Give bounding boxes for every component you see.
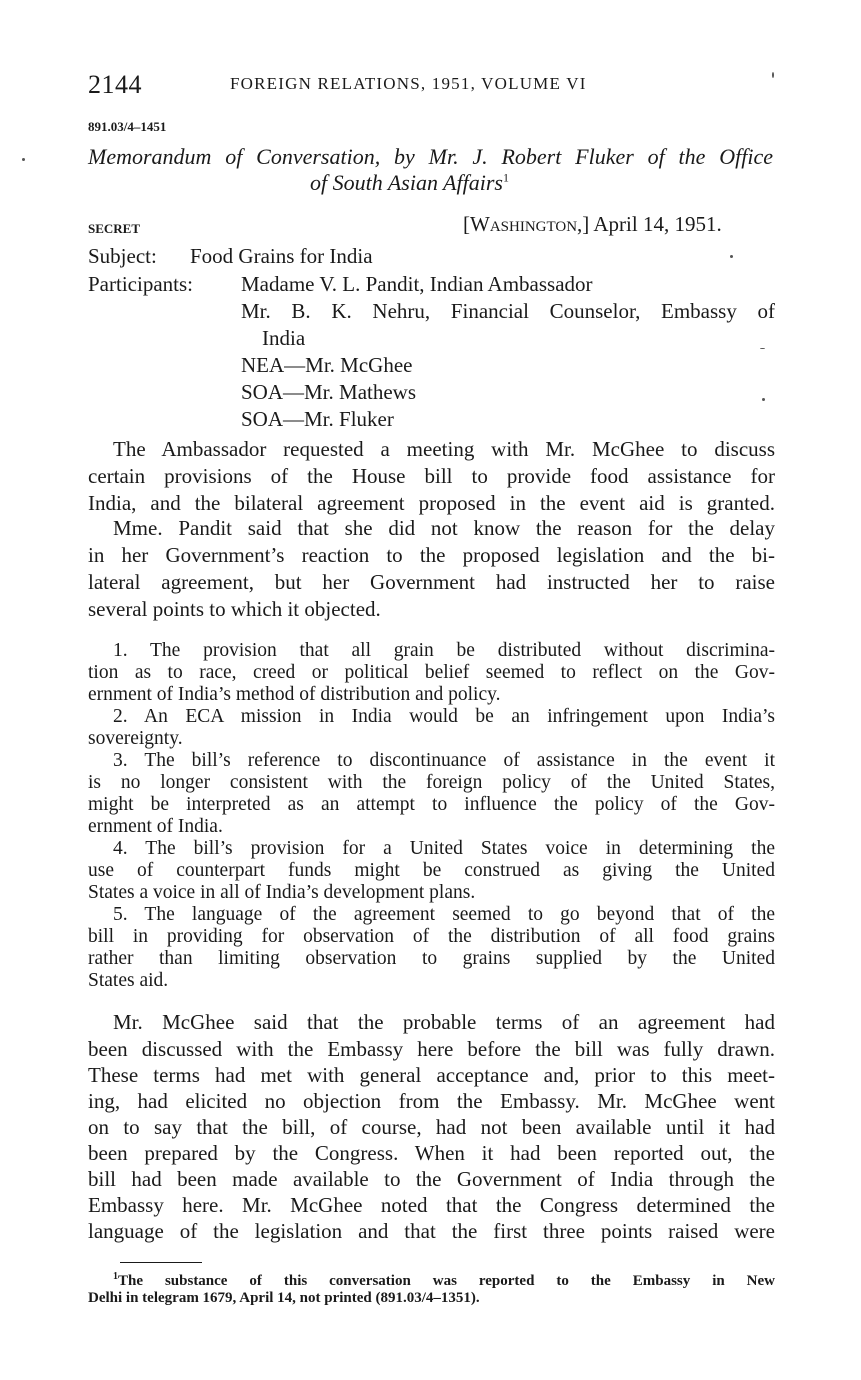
point-line: use of counterpart funds might be construed as giving the United [88, 860, 775, 881]
point-line: 4. The bill’s provision for a United States voice in determining the [113, 838, 775, 859]
participants-label: Participants: [88, 272, 193, 296]
point-line: 5. The language of the agreement seemed to go beyond that of the [113, 904, 775, 925]
para2-line: in her Government’s reaction to the proposed legislation and the bi- [88, 543, 775, 567]
point-line: might be interpreted as an attempt to influence the policy of the Gov- [88, 794, 775, 815]
doc-title-line2-text: of South Asian Affairs [310, 170, 503, 195]
participant-5: SOA—Mr. Fluker [241, 407, 394, 431]
point-line: ernment of India. [88, 816, 223, 837]
para3-line: been discussed with the Embassy here before the bill was fully drawn. [88, 1037, 775, 1061]
point-line: 1. The provision that all grain be distributed without discrimina- [113, 640, 775, 661]
footnote-ref: 1 [502, 170, 509, 185]
participant-1: Madame V. L. Pandit, Indian Ambassador [241, 272, 593, 296]
para2-line: several points to which it objected. [88, 597, 381, 621]
para3-line: on to say that the bill, of course, had not been available until it had [88, 1115, 775, 1139]
place-date [463, 212, 722, 237]
scan-speck [730, 255, 733, 258]
place-date-open: [ [463, 212, 470, 236]
scan-speck [760, 348, 765, 349]
point-line: rather than limiting observation to grains supplied by the United [88, 948, 775, 969]
para3-line: ing, had elicited no objection from the Embassy. Mr. McGhee went [88, 1089, 775, 1113]
point-line: 2. An ECA mission in India would be an infringement upon India’s [113, 706, 775, 727]
point-line: is no longer consistent with the foreign policy of the United States, [88, 772, 775, 793]
scan-speck [772, 72, 774, 78]
para2-line: Mme. Pandit said that she did not know the reason for the delay [113, 516, 775, 540]
place: Washington, [470, 212, 583, 236]
participant-2: Mr. B. K. Nehru, Financial Counselor, Embassy of [241, 299, 775, 323]
date: ] April 14, 1951. [582, 212, 722, 236]
para3-line: bill had been made available to the Government of India through the [88, 1167, 775, 1191]
point-line: tion as to race, creed or political belief seemed to reflect on the Gov- [88, 662, 775, 683]
point-line: States a voice in all of India’s development plans. [88, 882, 476, 903]
doc-title-line1: Memorandum of Conversation, by Mr. J. Robert Fluker of the Office [88, 144, 773, 169]
participant-3: NEA—Mr. McGhee [241, 353, 413, 377]
page-number: 2144 [88, 70, 142, 99]
para3-line: language of the legislation and that the first three points raised were [88, 1219, 775, 1243]
para3-line: Mr. McGhee said that the probable terms of an agreement had [113, 1010, 775, 1034]
point-line: bill in providing for observation of the distribution of all food grains [88, 926, 775, 947]
para1-line: The Ambassador requested a meeting with Mr. McGhee to discuss [113, 437, 775, 461]
point-line: 3. The bill’s reference to discontinuance of assistance in the event it [113, 750, 775, 771]
participant-4: SOA—Mr. Mathews [241, 380, 417, 404]
para1-line: certain provisions of the House bill to provide food assistance for [88, 464, 775, 488]
point-line: States aid. [88, 970, 169, 991]
point-line: ernment of India’s method of distribution and policy. [88, 684, 501, 705]
para3-line: These terms had met with general acceptance and, prior to this meet- [88, 1063, 775, 1087]
point-line: sovereignty. [88, 728, 183, 749]
scan-speck [762, 398, 765, 401]
footnote-marker: 1 [113, 1271, 118, 1282]
para1-line: India, and the bilateral agreement proposed in the event aid is granted. [88, 491, 775, 515]
file-number: 891.03/4–1451 [88, 119, 167, 134]
footnote-rule [120, 1262, 202, 1263]
scan-speck [22, 158, 25, 161]
footnote-text-1: The substance of this conversation was reported to the Embassy in New [118, 1273, 775, 1289]
footnote-line-2: Delhi in telegram 1679, April 14, not printed (891.03/4–1351). [88, 1290, 480, 1306]
classification: SECRET [88, 221, 141, 236]
doc-title-line2 [310, 170, 509, 196]
para3-line: been prepared by the Congress. When it had been reported out, the [88, 1141, 775, 1165]
para2-line: lateral agreement, but her Government had instructed her to raise [88, 570, 775, 594]
participant-2-cont: India [262, 326, 306, 350]
footnote-line-1 [113, 1271, 775, 1290]
running-header-title: FOREIGN RELATIONS, 1951, VOLUME VI [230, 74, 587, 93]
para3-line: Embassy here. Mr. McGhee noted that the Congress determined the [88, 1193, 775, 1217]
subject-label: Subject: [88, 244, 157, 268]
subject-value: Food Grains for India [190, 244, 373, 268]
